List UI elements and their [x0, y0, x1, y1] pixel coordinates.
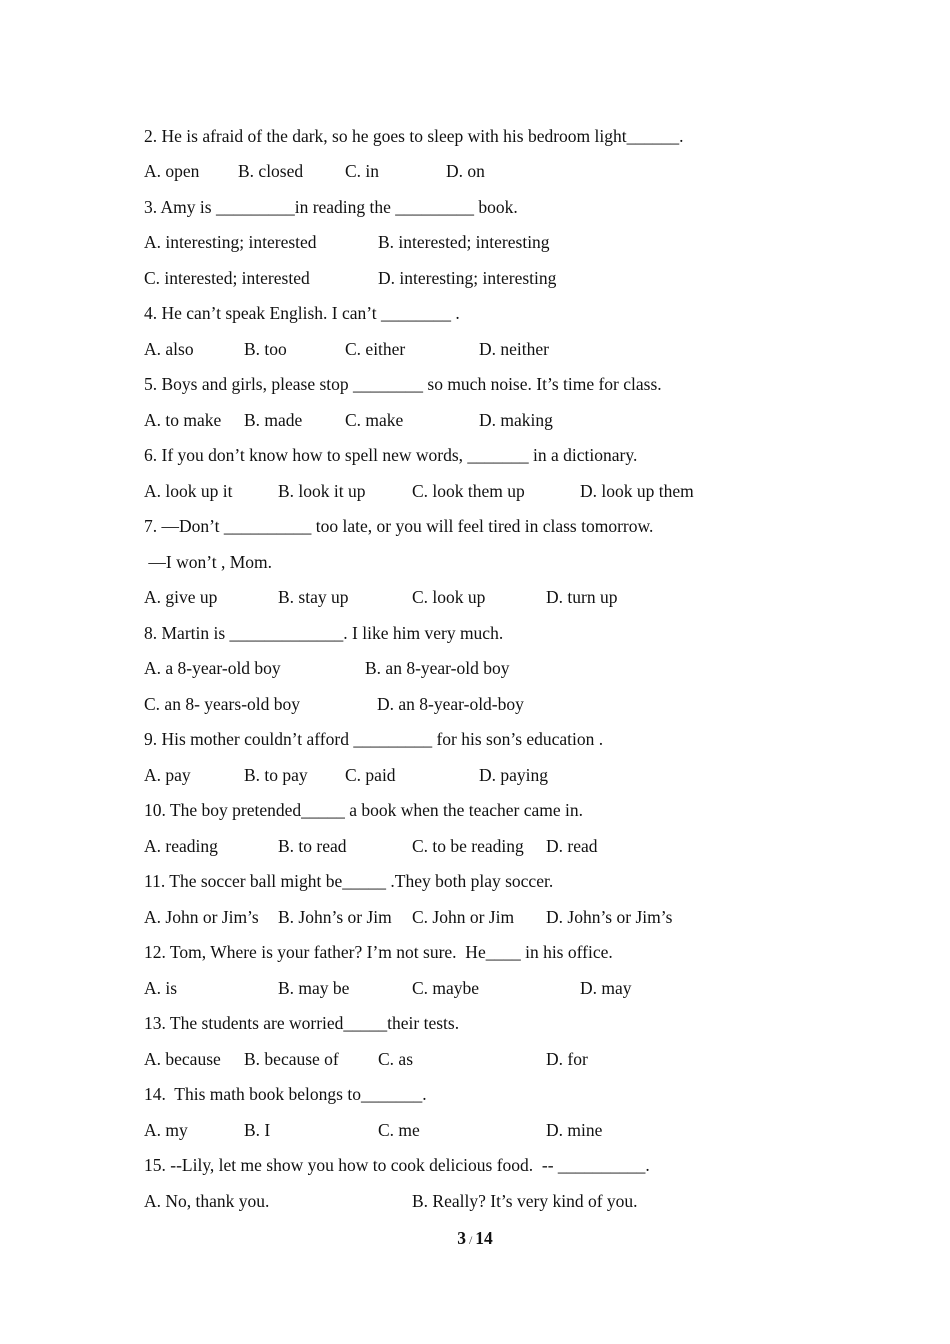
option-c: C. an 8- years-old boy [144, 694, 301, 714]
option-d: D. mine [546, 1120, 603, 1140]
question-12-stem: 12. Tom, Where is your father? I’m not sure. He____ in his office. [144, 942, 613, 962]
option-c: C. make [345, 410, 404, 430]
option-a: A. is [144, 978, 178, 998]
question-5-stem: 5. Boys and girls, please stop ________ so much noise. It’s time for class. [144, 374, 662, 394]
option-d: D. read [546, 836, 598, 856]
option-b: B. look it up [278, 481, 366, 501]
total-pages: 14 [475, 1228, 493, 1248]
question-12-options [144, 976, 632, 1000]
option-b: B. closed [238, 161, 304, 181]
option-a: A. to make [144, 410, 222, 430]
question-15-options [144, 1189, 638, 1213]
question-7-options [144, 585, 618, 609]
option-d: D. interesting; interesting [378, 268, 557, 288]
question-11-stem: 11. The soccer ball might be_____ .They both play soccer. [144, 871, 554, 891]
question-6-stem: 6. If you don’t know how to spell new words, _______ in a dictionary. [144, 445, 638, 465]
question-10-options [144, 834, 598, 858]
option-d: D. John’s or Jim’s [546, 907, 673, 927]
question-2-options [144, 159, 485, 183]
page-number [0, 1226, 950, 1252]
option-a: A. No, thank you. [144, 1191, 270, 1211]
question-13-stem: 13. The students are worried_____their tests. [144, 1013, 460, 1033]
question-4-stem: 4. He can’t speak English. I can’t ________ . [144, 303, 460, 323]
option-c: C. maybe [412, 978, 480, 998]
option-a: A. give up [144, 587, 218, 607]
question-6-options [144, 479, 694, 503]
option-c: C. interested; interested [144, 268, 310, 288]
option-c: C. look them up [412, 481, 525, 501]
option-d: D. for [546, 1049, 588, 1069]
page-separator: / [468, 1233, 473, 1247]
option-b: B. to read [278, 836, 347, 856]
option-a: A. also [144, 339, 194, 359]
option-a: A. a 8-year-old boy [144, 658, 281, 678]
option-d: D. may [580, 978, 632, 998]
option-d: D. paying [479, 765, 549, 785]
question-8-options-row-2 [144, 692, 524, 716]
option-a: A. my [144, 1120, 188, 1140]
option-b: B. too [244, 339, 287, 359]
option-c: C. paid [345, 765, 396, 785]
option-b: B. stay up [278, 587, 349, 607]
question-2-stem: 2. He is afraid of the dark, so he goes to sleep with his bedroom light______. [144, 126, 684, 146]
option-b: B. an 8-year-old boy [365, 658, 510, 678]
option-b: B. may be [278, 978, 350, 998]
option-b: B. Really? It’s very kind of you. [412, 1191, 638, 1211]
question-7-stem: 7. —Don’t __________ too late, or you will feel tired in class tomorrow. [144, 516, 654, 536]
question-8-options-row-1 [144, 656, 510, 680]
question-15-stem: 15. --Lily, let me show you how to cook delicious food. -- __________. [144, 1155, 650, 1175]
option-d: D. look up them [580, 481, 694, 501]
option-b: B. made [244, 410, 303, 430]
option-c: C. as [378, 1049, 413, 1069]
option-d: D. an 8-year-old-boy [377, 694, 524, 714]
question-14-options [144, 1118, 603, 1142]
question-7-reply: —I won’t , Mom. [144, 552, 273, 572]
option-b: B. to pay [244, 765, 308, 785]
option-b: B. John’s or Jim [278, 907, 392, 927]
option-d: D. turn up [546, 587, 618, 607]
option-a: A. open [144, 161, 200, 181]
option-c: C. to be reading [412, 836, 524, 856]
question-5-options [144, 408, 553, 432]
option-d: D. on [446, 161, 485, 181]
question-3-options-row-2 [144, 266, 557, 290]
option-a: A. interesting; interested [144, 232, 317, 252]
option-a: A. pay [144, 765, 191, 785]
question-4-options [144, 337, 549, 361]
option-a: A. John or Jim’s [144, 907, 259, 927]
question-3-stem: 3. Amy is _________in reading the _________ book. [144, 197, 518, 217]
option-d: D. neither [479, 339, 549, 359]
option-c: C. me [378, 1120, 420, 1140]
current-page: 3 [457, 1228, 466, 1248]
option-b: B. I [244, 1120, 271, 1140]
question-3-options-row-1 [144, 230, 550, 254]
option-c: C. in [345, 161, 380, 181]
option-b: B. because of [244, 1049, 339, 1069]
question-9-stem: 9. His mother couldn’t afford _________ for his son’s education . [144, 729, 604, 749]
option-a: A. because [144, 1049, 221, 1069]
question-10-stem: 10. The boy pretended_____ a book when the teacher came in. [144, 800, 583, 820]
option-b: B. interested; interesting [378, 232, 550, 252]
question-11-options [144, 905, 673, 929]
question-9-options [144, 763, 549, 787]
question-8-stem: 8. Martin is _____________. I like him very much. [144, 623, 504, 643]
option-d: D. making [479, 410, 553, 430]
option-c: C. look up [412, 587, 486, 607]
question-14-stem: 14. This math book belongs to_______. [144, 1084, 427, 1104]
option-c: C. John or Jim [412, 907, 515, 927]
option-a: A. look up it [144, 481, 233, 501]
option-a: A. reading [144, 836, 218, 856]
question-13-options [144, 1047, 588, 1071]
option-c: C. either [345, 339, 406, 359]
